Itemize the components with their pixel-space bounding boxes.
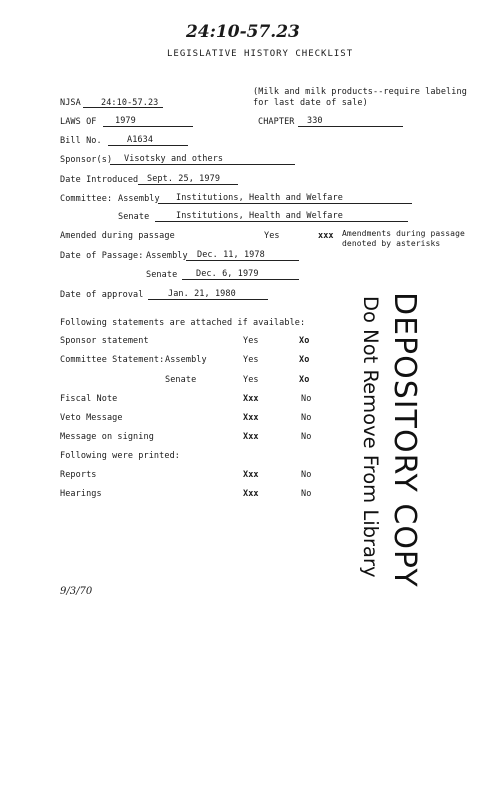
page-title: LEGISLATIVE HISTORY CHECKLIST [167, 49, 354, 59]
date-of-approval-label: Date of approval [60, 290, 144, 300]
passage-assembly-value: Dec. 11, 1978 [197, 250, 265, 260]
bill-description: (Milk and milk products--require labeling for last date of sale) [253, 87, 467, 108]
statement-sub: Senate [165, 375, 197, 385]
sponsors-label: Sponsor(s) [60, 155, 113, 165]
date-of-passage-label: Date of Passage: [60, 251, 144, 261]
statement-no: No [301, 413, 312, 423]
statement-yes: Xxx [243, 394, 259, 404]
amended-label: Amended during passage [60, 231, 175, 241]
amended-note: Amendments during passage denoted by asterisks [342, 229, 465, 248]
statement-no: No [301, 394, 312, 404]
laws-of-value: 1979 [115, 116, 136, 126]
statement-label: Sponsor statement [60, 336, 149, 346]
statement-yes: Yes [243, 375, 259, 385]
committee-assembly-value: Institutions, Health and Welfare [176, 193, 343, 203]
statement-label: Message on signing [60, 432, 154, 442]
footer-note: 9/3/70 [60, 586, 93, 597]
statement-yes: Yes [243, 355, 259, 365]
amended-yes: Yes [264, 231, 280, 241]
printed-yes: Xxx [243, 489, 259, 499]
committee-senate-value: Institutions, Health and Welfare [176, 211, 343, 221]
handwritten-number: 24:10-57.23 [186, 22, 300, 42]
printed-yes: Xxx [243, 470, 259, 480]
statement-yes: Xxx [243, 432, 259, 442]
statement-no: Xo [299, 355, 310, 365]
statement-no: Xo [299, 375, 310, 385]
chapter-value: 330 [307, 116, 323, 126]
printed-label: Reports [60, 470, 97, 480]
printed-no: No [301, 470, 312, 480]
statement-no: No [301, 432, 312, 442]
sponsors-value: Visotsky and others [124, 154, 224, 164]
statement-yes: Yes [243, 336, 259, 346]
statement-no: Xo [299, 336, 310, 346]
bill-no-label: Bill No. [60, 136, 102, 146]
printed-label: Hearings [60, 489, 102, 499]
date-introduced-value: Sept. 25, 1979 [147, 174, 221, 184]
chapter-label: CHAPTER [258, 117, 295, 127]
njsa-label: NJSA [60, 98, 81, 108]
njsa-value: 24:10-57.23 [101, 98, 159, 108]
amended-no-struck: xxx [318, 231, 334, 241]
statement-yes: Xxx [243, 413, 259, 423]
statement-sub: Assembly [165, 355, 207, 365]
statement-label: Fiscal Note [60, 394, 118, 404]
passage-assembly-label: Assembly [146, 251, 188, 261]
printed-no: No [301, 489, 312, 499]
printed-heading: Following were printed: [60, 451, 181, 461]
bill-no-value: A1634 [127, 135, 154, 145]
depository-stamp-title: DEPOSITORY COPY [387, 292, 422, 588]
committee-assembly-label: Assembly [118, 194, 160, 204]
statement-label: Veto Message [60, 413, 123, 423]
committee-label: Committee: [60, 194, 113, 204]
statement-label: Committee Statement: [60, 355, 165, 365]
date-of-approval-value: Jan. 21, 1980 [168, 289, 236, 299]
passage-senate-label: Senate [146, 270, 178, 280]
statements-heading: Following statements are attached if available: [60, 318, 306, 328]
laws-of-label: LAWS OF [60, 117, 97, 127]
date-introduced-label: Date Introduced [60, 175, 139, 185]
committee-senate-label: Senate [118, 212, 150, 222]
passage-senate-value: Dec. 6, 1979 [196, 269, 259, 279]
depository-stamp-subtitle: Do Not Remove From Library [359, 296, 382, 578]
